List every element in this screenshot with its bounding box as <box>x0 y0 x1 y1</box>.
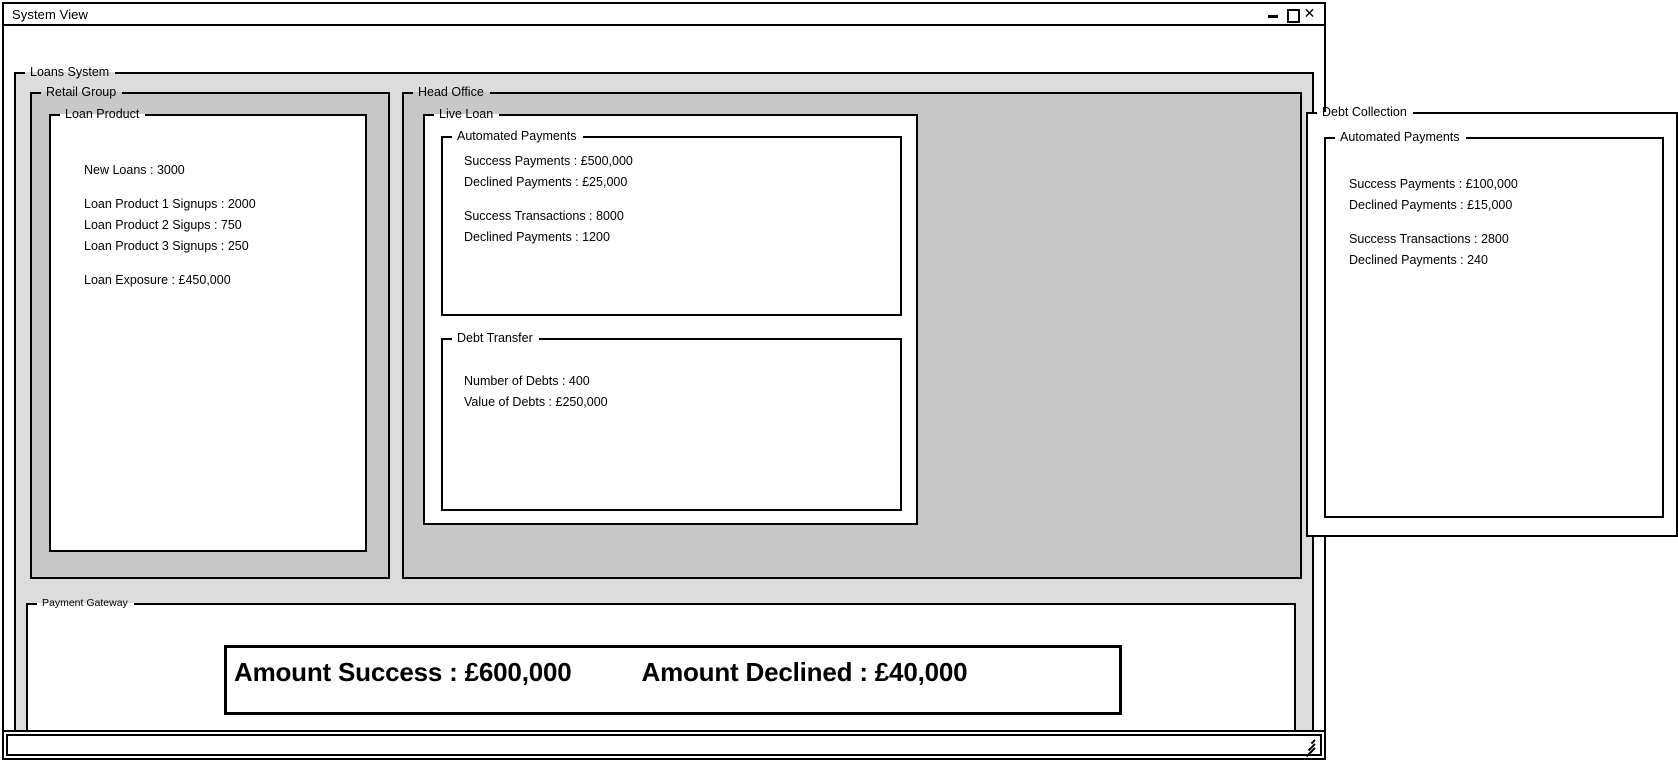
maximize-icon[interactable] <box>1285 7 1298 21</box>
status-bar <box>4 730 1324 758</box>
debt-collection-automated-payments-metrics <box>1349 174 1518 271</box>
metric-loan-product-2-signups: Loan Product 2 Sigups : 750 <box>84 218 242 232</box>
group-head-office <box>402 84 1518 579</box>
resize-grip-icon[interactable] <box>1301 737 1315 751</box>
group-loans-system <box>14 64 1518 744</box>
group-payment-gateway <box>26 596 1296 732</box>
metric-loan-product-1-signups: Loan Product 1 Signups : 2000 <box>84 197 256 211</box>
group-live-loan <box>423 106 918 525</box>
group-debt-collection <box>1306 104 1678 537</box>
group-debt-collection-automated-payments-body <box>1326 137 1662 516</box>
group-live-loan-label: Live Loan <box>439 106 494 121</box>
metric-success-transactions: Success Transactions : 2800 <box>1349 232 1509 246</box>
group-retail-group-label: Retail Group <box>46 84 117 99</box>
group-live-loan-automated-payments-body <box>443 136 900 314</box>
metric-declined-transactions: Declined Payments : 1200 <box>464 230 610 244</box>
close-icon[interactable]: ✕ <box>1303 6 1316 22</box>
group-debt-transfer-label: Debt Transfer <box>457 330 533 345</box>
spacer <box>1349 216 1518 229</box>
spacer <box>464 193 633 206</box>
metric-amount-declined: Amount Declined : £40,000 <box>641 657 968 687</box>
group-retail-group <box>30 84 390 579</box>
window-title: System View <box>12 6 88 22</box>
group-debt-collection-automated-payments <box>1324 129 1664 518</box>
metric-declined-transactions: Declined Payments : 240 <box>1349 253 1488 267</box>
group-payment-gateway-label: Payment Gateway <box>42 596 128 609</box>
payment-gateway-totals-box <box>224 645 1122 715</box>
group-loans-system-body <box>16 72 1518 742</box>
group-debt-collection-label: Debt Collection <box>1322 104 1407 119</box>
metric-new-loans: New Loans : 3000 <box>84 163 185 177</box>
group-live-loan-automated-payments-label: Automated Payments <box>457 128 577 143</box>
metric-number-of-debts: Number of Debts : 400 <box>464 374 590 388</box>
metric-value-of-debts: Value of Debts : £250,000 <box>464 395 608 409</box>
group-payment-gateway-body <box>28 603 1294 730</box>
group-head-office-label: Head Office <box>418 84 484 99</box>
group-head-office-body <box>404 92 1518 577</box>
payment-gateway-totals <box>234 657 967 688</box>
title-bar <box>4 4 1324 26</box>
metric-loan-product-3-signups: Loan Product 3 Signups : 250 <box>84 239 249 253</box>
group-loan-product <box>49 106 367 552</box>
client-area <box>4 26 1518 730</box>
status-bar-inner <box>6 734 1322 756</box>
metric-success-payments: Success Payments : £100,000 <box>1349 177 1518 191</box>
minimize-icon[interactable] <box>1267 7 1280 21</box>
live-loan-automated-payments-metrics <box>464 151 633 248</box>
metric-loan-exposure: Loan Exposure : £450,000 <box>84 273 231 287</box>
metric-amount-success: Amount Success : £600,000 <box>234 657 572 687</box>
loan-product-metrics <box>84 160 256 291</box>
spacer <box>84 181 256 194</box>
window-controls <box>1267 7 1320 21</box>
group-debt-collection-body <box>1308 112 1676 535</box>
group-loans-system-label: Loans System <box>30 64 110 79</box>
spacer <box>84 257 256 270</box>
metric-declined-payments: Declined Payments : £25,000 <box>464 175 628 189</box>
group-loan-product-body <box>51 114 365 550</box>
group-retail-group-body <box>32 92 388 577</box>
system-view-window <box>2 2 1518 760</box>
group-live-loan-body <box>425 114 916 523</box>
metric-declined-payments: Declined Payments : £15,000 <box>1349 198 1513 212</box>
group-debt-transfer <box>441 330 902 511</box>
group-live-loan-automated-payments <box>441 128 902 316</box>
debt-transfer-metrics <box>464 371 608 413</box>
group-debt-transfer-body <box>443 338 900 509</box>
metric-success-payments: Success Payments : £500,000 <box>464 154 633 168</box>
group-loan-product-label: Loan Product <box>65 106 140 121</box>
metric-success-transactions: Success Transactions : 8000 <box>464 209 624 223</box>
group-debt-collection-automated-payments-label: Automated Payments <box>1340 129 1460 144</box>
